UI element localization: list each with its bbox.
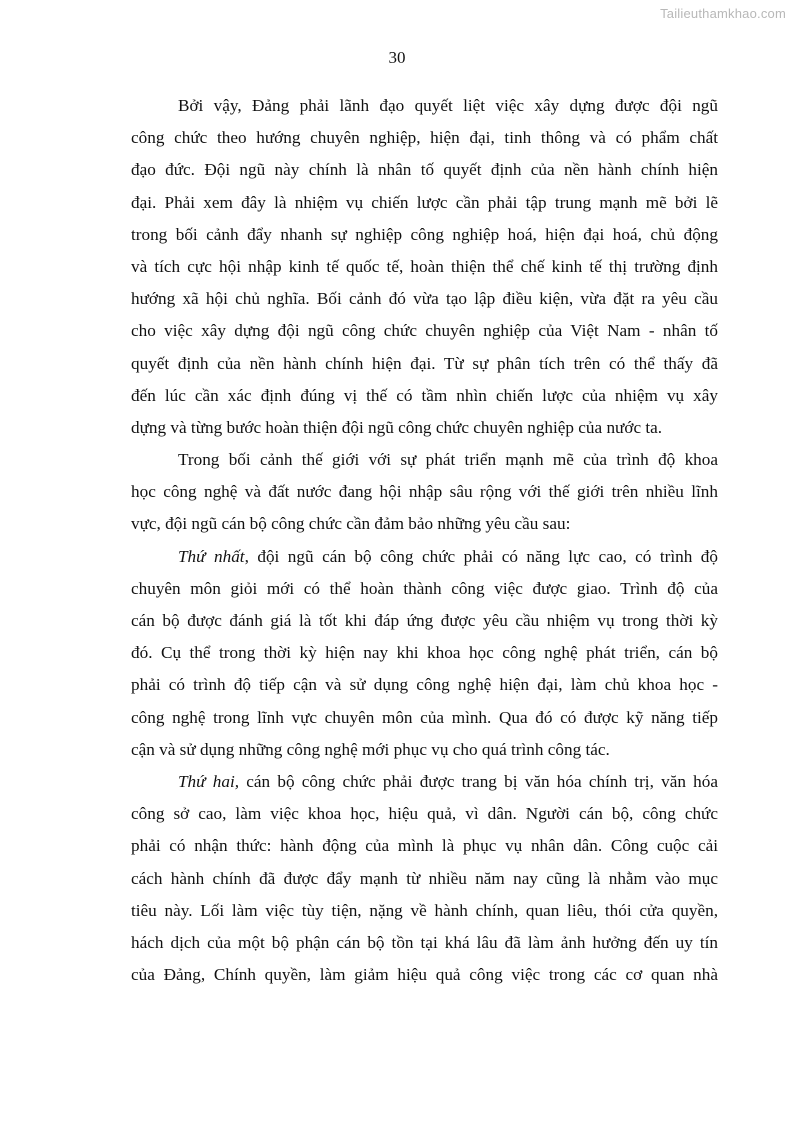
text-line: vực, đội ngũ cán bộ công chức cần đảm bảo những yêu cầu sau: xyxy=(131,514,571,534)
text-line: cách hành chính đã được đẩy mạnh từ nhiều năm nay cũng là nhằm vào mục xyxy=(131,868,718,888)
text-line-rest: cán bộ công chức phải được trang bị văn hóa chính trị, văn hóa xyxy=(239,771,718,791)
text-line: hướng xã hội chủ nghĩa. Bối cảnh đó vừa tạo lập điều kiện, vừa đặt ra yêu cầu xyxy=(131,289,718,309)
paragraph xyxy=(131,541,718,766)
text-line: chuyên môn giỏi mới có thể hoàn thành công việc được giao. Trình độ của xyxy=(131,578,718,598)
text-line: đạo đức. Đội ngũ này chính là nhân tố quyết định của nền hành chính hiện xyxy=(131,160,718,180)
text-line: đó. Cụ thể trong thời kỳ hiện nay khi khoa học công nghệ phát triển, cán bộ xyxy=(131,643,718,663)
text-line: hách dịch của một bộ phận cán bộ tồn tại khá lâu đã làm ảnh hưởng đến uy tín xyxy=(131,932,718,952)
text-line: của Đảng, Chính quyền, làm giảm hiệu quả công việc trong các cơ quan nhà xyxy=(131,965,718,985)
text-line: phải có trình độ tiếp cận và sử dụng công nghệ hiện đại, làm chủ khoa học - xyxy=(131,675,718,695)
text-line: và tích cực hội nhập kinh tế quốc tế, hoàn thiện thể chế kinh tế thị trường định xyxy=(131,256,718,276)
text-line: cận và sử dụng những công nghệ mới phục vụ cho quá trình công tác. xyxy=(131,739,610,759)
text-line: đến lúc cần xác định đúng vị thế có tầm nhìn chiến lược của nhiệm vụ xây xyxy=(131,385,718,405)
document-body xyxy=(131,90,718,991)
text-line: phải có nhận thức: hành động của mình là phục vụ nhân dân. Công cuộc cải xyxy=(131,836,718,856)
text-line xyxy=(131,541,718,573)
page-number: 30 xyxy=(388,48,406,67)
text-line: Trong bối cảnh thế giới với sự phát triển mạnh mẽ của trình độ khoa xyxy=(178,450,718,470)
text-line xyxy=(131,766,718,798)
paragraph xyxy=(131,766,718,991)
watermark: Tailieuthamkhao.com xyxy=(660,6,786,21)
text-line: trong bối cảnh đẩy nhanh sự nghiệp công nghiệp hoá, hiện đại hoá, chủ động xyxy=(131,224,718,244)
text-line: công sở cao, làm việc khoa học, hiệu quả, vì dân. Người cán bộ, công chức xyxy=(131,804,718,824)
text-line: tiêu này. Lối làm việc tùy tiện, nặng về hành chính, quan liêu, thói cửa quyền, xyxy=(131,900,718,920)
paragraph xyxy=(131,90,718,444)
italic-lead: Thứ nhất xyxy=(178,546,245,566)
text-line: học công nghệ và đất nước đang hội nhập sâu rộng với thế giới trên nhiều lĩnh xyxy=(131,482,718,502)
text-line: đại. Phải xem đây là nhiệm vụ chiến lược cần phải tập trung mạnh mẽ bởi lẽ xyxy=(131,192,718,212)
paragraph xyxy=(131,444,718,541)
text-line: Bởi vậy, Đảng phải lãnh đạo quyết liệt việc xây dựng được đội ngũ xyxy=(178,96,718,115)
text-line: cho việc xây dựng đội ngũ công chức chuyên nghiệp của Việt Nam - nhân tố xyxy=(131,321,718,341)
text-line-rest: , đội ngũ cán bộ công chức phải có năng lực cao, có trình độ xyxy=(244,546,718,566)
text-line: cán bộ được đánh giá là tốt khi đáp ứng được yêu cầu nhiệm vụ trong thời kỳ xyxy=(131,611,718,630)
text-line: quyết định của nền hành chính hiện đại. Từ sự phân tích trên có thể thấy đã xyxy=(131,353,718,373)
text-line: công nghệ trong lĩnh vực chuyên môn của mình. Qua đó có được kỹ năng tiếp xyxy=(131,707,718,727)
text-line: dựng và từng bước hoàn thiện đội ngũ công chức chuyên nghiệp của nước ta. xyxy=(131,417,663,437)
italic-lead: Thứ hai, xyxy=(178,771,240,791)
text-line: công chức theo hướng chuyên nghiệp, hiện đại, tinh thông và có phẩm chất xyxy=(131,128,718,148)
